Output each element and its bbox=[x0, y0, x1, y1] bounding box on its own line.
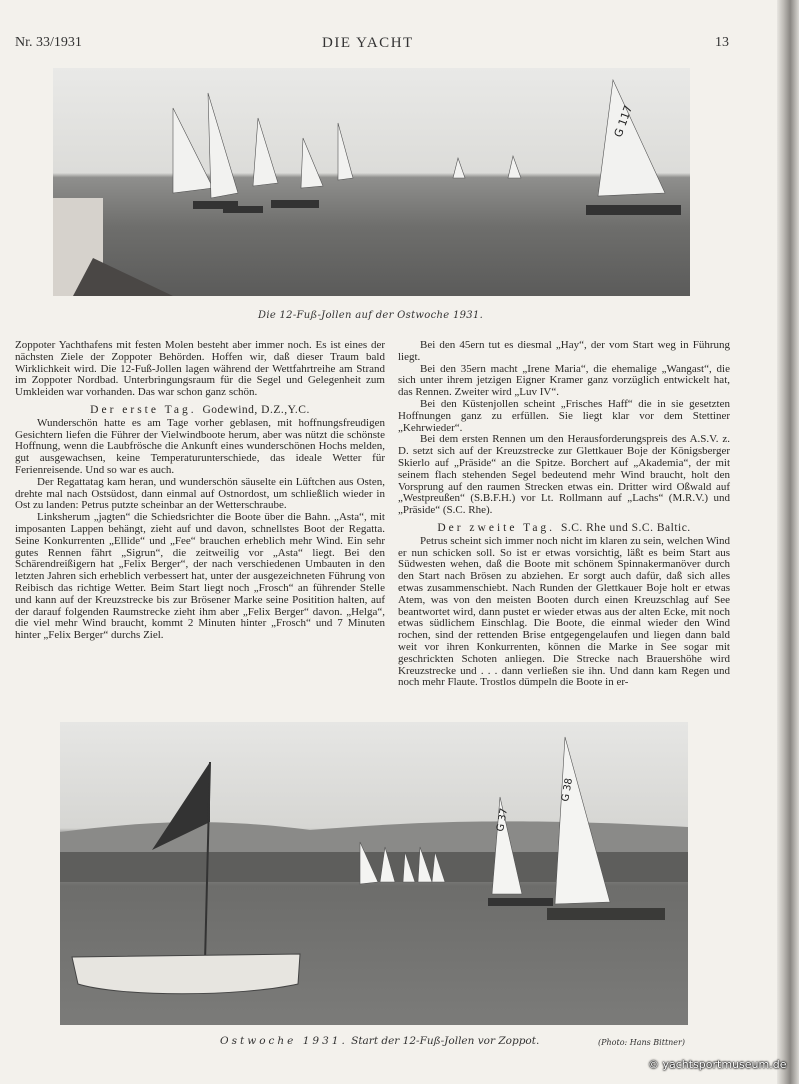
article-right-column bbox=[398, 340, 730, 689]
article-left-column bbox=[15, 340, 385, 642]
heading-day-label: Der erste Tag. bbox=[90, 403, 197, 416]
paragraph: Petrus scheint sich immer noch nicht im klaren zu sein, welchen Wind er nun schicken soll. So ist er etwas vorsichtig, läßt es beim Start aus Südwesten wehen, daß die Boote mit schönem Spinnakermanöver durch den Start nach Brösen zu abziehen. Er sorgt auch dafür, daß sich alles etwas zusammenschiebt. Nach Runden der Glettkauer Boje holt er etwas Atem, was von den meisten Booten durch einen Kreuzschlag auf See beantwortet wird, dann pustet er wieder etwas aus der alten Ecke, mit noch etwas südlichem Einschlag. Die Boote, die einmal wieder den Wind rochen, sind der rettenden Brise entgegengelaufen und liegen dann bald weit vor ihren Konkurrenten, können die Marke in See sogar mit geschrickten Schoten anliegen. Die Strecke nach Brauershöhe wird Kreuzstrecke und . . . dann verließen sie ihn. Und dann kam Regen und noch mehr Flaute. Trostlos dümpeln die Boote in er- bbox=[398, 534, 730, 689]
photo1-caption: Die 12-Fuß-Jollen auf der Ostwoche 1931. bbox=[258, 310, 484, 321]
paragraph: Bei den 45ern tut es diesmal „Hay“, der vom Start weg in Führung liegt. bbox=[398, 339, 730, 363]
watermark: © yachtsportmuseum.de bbox=[648, 1058, 787, 1071]
photo2-caption bbox=[220, 1035, 539, 1047]
page-number: 13 bbox=[715, 35, 729, 50]
paragraph: Der Regattatag kam heran, und wunderschön säuselte ein Lüftchen aus Osten, drehte mal nach Ostsüdost, dann einmal auf Ostnordost, um schließlich wieder in Ost zu landen: Petrus putzte scheinbar an der Wetterschraube. bbox=[15, 475, 385, 512]
sail-number-g37: G 37 bbox=[495, 807, 511, 833]
paragraph: Linksherum „jagten“ die Schiedsrichter die Boote über die Bahn. „Asta“, mit imposanten Lappen behängt, zieht auf und davon, schnellstes Boot der Regatta. Seine Konkurrenten „Ellide“ und „Fee“ brauchen erheblich mehr Wind. Ein sehr gutes Rennen fährt „Sigrun“, die zeitweilig vor „Asta“ liegt. Bei den Schärendreißigern hat „Felix Berger“, der nach verschiedenen Umbauten in den letzten Jahren sich erheblich verbessert hat, unter der ausgezeichneten Führung von Reibisch das richtige Wetter. Beim Start liegt noch „Frosch“ an führender Stelle und kann auf der Kreuzstrecke bis zur Brösener Marke seine Positition halten, auf der darauf folgenden Raumstrecke zieht ihm aber „Felix Berger“ davon. „Helga“, die viel mehr Wind braucht, kommt 2 Minuten hinter „Frosch“ und 7 Minuten hinter „Felix Berger“ durchs Ziel. bbox=[15, 511, 385, 642]
paragraph: Bei dem ersten Rennen um den Herausforderungspreis des A.S.V. z. D. setzt sich auf der Kreuzstrecke zur Glettkauer Boje der Königsberger Skierlo auf „Präside“ an die Spitze. Borchert auf „Akademia“, der mit seinem flach stehenden Segel bedeutend mehr Wind braucht, holt den Vorsprung auf den raumen Strecken etwas ein. Dritter wird Oßwald auf „Westpreußen“ (S.B.F.H.) vor Lt. Rollmann auf „Lachs“ (M.R.V.) und „Präside“ (S.C. Rhe). bbox=[398, 433, 730, 517]
heading-clubs: S.C. Rhe und S.C. Baltic. bbox=[560, 521, 691, 534]
photo-credit: (Photo: Hans Bittner) bbox=[598, 1038, 685, 1047]
section-heading-second-day bbox=[398, 523, 730, 535]
section-heading-first-day bbox=[15, 405, 385, 417]
book-binding-edge bbox=[777, 0, 799, 1084]
paragraph: Bei den Küstenjollen scheint „Frisches Haff“ die in sie gesetzten Hoffnungen ganz zu erfüllen. Sie liegt klar vor dem Stettiner „Kehrwieder“. bbox=[398, 397, 730, 434]
heading-day-label: Der zweite Tag. bbox=[437, 521, 556, 534]
photo1-illustration bbox=[53, 68, 690, 296]
issue-number: Nr. 33/1931 bbox=[15, 35, 82, 50]
paragraph: Wunderschön hatte es am Tage vorher geblasen, mit hoffnungsfreudigen Gesichtern liefen die Führer der Vielwindboote herum, aber was nützt die schönste Hoffnung, wenn die Laubfrösche die Ankunft eines wunderschönen Hochs melden, gut ausgewachsen, keine Temperaturunterschiede, das ideale Wetter für Ferienreisende. Und so war es auch. bbox=[15, 416, 385, 476]
caption-text: Start der 12-Fuß-Jollen vor Zoppot. bbox=[351, 1035, 540, 1047]
paragraph: Zoppoter Yachthafens mit festen Molen besteht aber immer noch. Es ist eines der nächsten Ziele der Zoppoter Behörden. Hoffen wir, daß dieser Traum bald Wirklichkeit wird. Die 12-Fuß-Jollen lagen während der Wettfahrtreihe am Strand im Zoppoter Nordbad. Unterbringungsraum für die Segel und Gelegenheit zum Umkleiden war vorhanden. Das war schon ganz schön. bbox=[15, 339, 385, 399]
photo-12-foot-dinghies-racing bbox=[53, 68, 690, 296]
paragraph: Bei den 35ern macht „Irene Maria“, die ehemalige „Wangast“, die sich unter ihrem jetzigen Eigner Kramer ganz vorzüglich entwickelt hat, das Rennen. Zweiter wird „Luv IV“. bbox=[398, 362, 730, 399]
heading-clubs: Godewind, D.Z.,Y.C. bbox=[202, 403, 310, 416]
magazine-title: DIE YACHT bbox=[322, 35, 414, 51]
sail-number-g38: G 38 bbox=[560, 777, 576, 803]
photo2-illustration bbox=[60, 722, 688, 1025]
photo-start-off-zoppot bbox=[60, 722, 688, 1025]
caption-event: Ostwoche 1931. bbox=[220, 1035, 348, 1047]
sail-number-g117: G 117 bbox=[611, 103, 636, 140]
